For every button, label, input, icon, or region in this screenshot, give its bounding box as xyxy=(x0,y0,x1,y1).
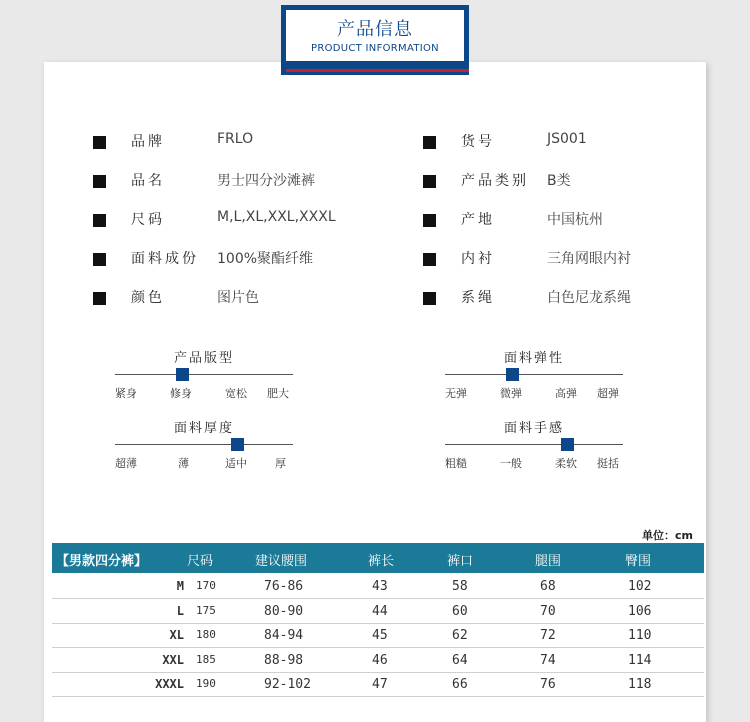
scale-option: 挺括 xyxy=(597,457,619,470)
cell-thigh: 70 xyxy=(540,603,556,619)
table-row xyxy=(52,623,704,648)
scale-1 xyxy=(445,347,623,407)
info-value: 三角网眼内衬 xyxy=(547,251,631,267)
cell-thigh: 76 xyxy=(540,677,556,693)
cell-hem: 64 xyxy=(452,652,468,668)
cell-height: 170 xyxy=(196,579,216,592)
cell-hip: 114 xyxy=(628,652,652,668)
cell-hip: 102 xyxy=(628,579,652,594)
info-label: 颜色 xyxy=(131,290,165,306)
info-label: 产地 xyxy=(461,212,495,228)
table-row xyxy=(52,574,704,599)
scale-title: 产品版型 xyxy=(173,351,234,366)
header-badge xyxy=(281,5,469,75)
header-title: 产品信息 xyxy=(337,19,413,40)
bullet-square-icon xyxy=(423,175,436,188)
cell-hem: 62 xyxy=(452,628,468,644)
cell-waist: 88-98 xyxy=(264,652,304,668)
scale-marker xyxy=(506,368,519,381)
scale-option: 肥大 xyxy=(267,387,289,400)
cell-hem: 58 xyxy=(452,579,468,594)
info-value: 白色尼龙系绳 xyxy=(547,290,631,306)
info-value: B类 xyxy=(547,173,571,189)
info-row xyxy=(423,131,723,155)
info-row xyxy=(423,209,723,233)
table-header-hem: 裤口 xyxy=(447,554,474,569)
cell-length: 46 xyxy=(372,652,388,668)
table-header-length: 裤长 xyxy=(368,554,395,569)
scale-option: 微弹 xyxy=(500,387,522,400)
table-row xyxy=(52,672,704,697)
cell-hem: 66 xyxy=(452,677,468,693)
info-label: 面料成份 xyxy=(131,251,199,267)
cell-length: 47 xyxy=(372,677,388,693)
header-subtitle: PRODUCT INFORMATION xyxy=(311,43,439,54)
info-value: FRLO xyxy=(217,131,254,147)
table-row xyxy=(52,599,704,624)
scale-title: 面料厚度 xyxy=(173,421,234,436)
cell-length: 43 xyxy=(372,579,388,594)
cell-size: M xyxy=(176,579,184,593)
info-label: 尺码 xyxy=(131,212,165,228)
info-value: 男士四分沙滩裤 xyxy=(217,173,315,189)
bullet-square-icon xyxy=(423,214,436,227)
table-header-title: 【男款四分裤】 xyxy=(56,554,148,569)
cell-waist: 92-102 xyxy=(264,677,311,693)
scale-option: 超弹 xyxy=(597,387,619,400)
cell-height: 175 xyxy=(196,603,216,617)
bullet-square-icon xyxy=(93,136,106,149)
info-label: 品牌 xyxy=(131,134,165,150)
cell-hip: 110 xyxy=(628,628,652,644)
scale-track xyxy=(445,444,623,445)
table-header-hip: 臀围 xyxy=(625,554,652,569)
scale-0 xyxy=(115,347,293,407)
scale-option: 紧身 xyxy=(115,387,137,400)
info-label: 内衬 xyxy=(461,251,495,267)
cell-waist: 80-90 xyxy=(264,603,304,619)
info-label: 货号 xyxy=(461,134,495,150)
scale-option: 修身 xyxy=(170,387,192,400)
scale-option: 高弹 xyxy=(555,387,577,400)
cell-size: XXXL xyxy=(155,677,184,692)
cell-thigh: 74 xyxy=(540,652,556,668)
cell-size: XXL xyxy=(162,652,184,667)
info-value: 中国杭州 xyxy=(547,212,603,228)
info-row xyxy=(93,131,393,155)
scale-option: 薄 xyxy=(178,457,189,470)
cell-thigh: 68 xyxy=(540,579,556,594)
cell-length: 44 xyxy=(372,603,388,619)
info-value: 100%聚酯纤维 xyxy=(217,251,314,267)
bullet-square-icon xyxy=(93,253,106,266)
scale-option: 超薄 xyxy=(115,457,137,470)
cell-hip: 118 xyxy=(628,677,652,693)
cell-height: 190 xyxy=(196,677,216,691)
info-row xyxy=(93,209,393,233)
scale-option: 粗糙 xyxy=(445,457,467,470)
table-header-waist: 建议腰围 xyxy=(255,554,308,569)
scale-3 xyxy=(445,417,623,477)
scale-option: 柔软 xyxy=(555,457,577,470)
size-table-header xyxy=(52,543,704,573)
info-label: 系绳 xyxy=(461,290,495,306)
scale-title: 面料手感 xyxy=(503,421,564,436)
bullet-square-icon xyxy=(423,253,436,266)
cell-height: 180 xyxy=(196,628,216,642)
cell-hip: 106 xyxy=(628,603,652,619)
table-header-thigh: 腿围 xyxy=(535,554,562,569)
scale-track xyxy=(445,374,623,375)
info-row xyxy=(423,287,723,311)
scale-title: 面料弹性 xyxy=(503,351,564,366)
info-value: M,L,XL,XXL,XXXL xyxy=(217,209,336,225)
scale-track xyxy=(115,374,293,375)
cell-thigh: 72 xyxy=(540,628,556,644)
scale-marker xyxy=(561,438,574,451)
cell-hem: 60 xyxy=(452,603,468,619)
scale-option: 厚 xyxy=(275,457,286,470)
table-header-size: 尺码 xyxy=(187,554,214,569)
scale-option: 适中 xyxy=(225,457,247,470)
info-label: 品名 xyxy=(131,173,165,189)
scale-option: 无弹 xyxy=(445,387,467,400)
cell-waist: 84-94 xyxy=(264,628,304,644)
cell-size: L xyxy=(176,603,184,618)
bullet-square-icon xyxy=(423,136,436,149)
info-label: 产品类别 xyxy=(461,173,529,189)
info-value: JS001 xyxy=(547,131,587,147)
bullet-square-icon xyxy=(93,214,106,227)
cell-waist: 76-86 xyxy=(264,579,304,594)
info-row xyxy=(423,170,723,194)
table-row xyxy=(52,648,704,673)
bullet-square-icon xyxy=(93,292,106,305)
cell-size: XL xyxy=(169,628,184,643)
info-row xyxy=(93,287,393,311)
bullet-square-icon xyxy=(93,175,106,188)
info-row xyxy=(93,248,393,272)
scale-marker xyxy=(176,368,189,381)
scale-marker xyxy=(231,438,244,451)
scale-track xyxy=(115,444,293,445)
scale-2 xyxy=(115,417,293,477)
cell-length: 45 xyxy=(372,628,388,644)
header-red-stripe xyxy=(286,69,469,72)
info-row xyxy=(423,248,723,272)
bullet-square-icon xyxy=(423,292,436,305)
scale-option: 一般 xyxy=(500,457,522,470)
cell-height: 185 xyxy=(196,652,216,666)
info-value: 图片色 xyxy=(217,290,259,306)
scale-option: 宽松 xyxy=(225,387,247,400)
unit-label: 单位：cm xyxy=(642,529,693,542)
info-row xyxy=(93,170,393,194)
